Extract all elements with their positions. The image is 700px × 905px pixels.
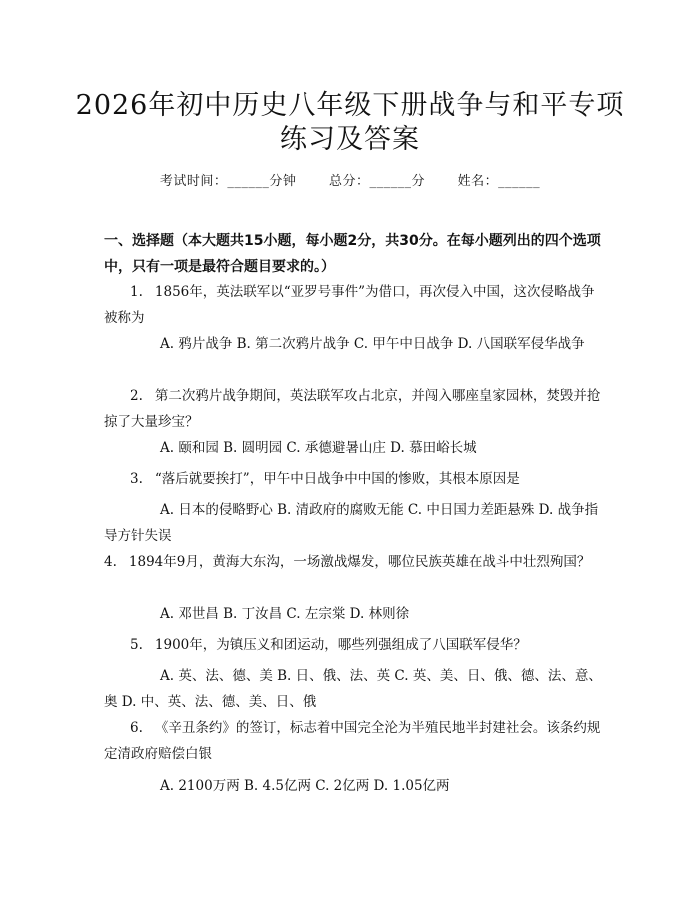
- question-2-options: [104, 435, 604, 461]
- question-number: 2.: [130, 388, 143, 404]
- question-number: 1.: [130, 284, 143, 300]
- question-3-options: [104, 497, 604, 549]
- question-number: 6.: [130, 720, 143, 736]
- question-number: 5.: [130, 637, 143, 653]
- document-title-line1: 2026年初中历史八年级下册战争与和平专项: [75, 90, 625, 121]
- options-text: A. 2100万两 B. 4.5亿两 C. 2亿两 D. 1.05亿两: [160, 778, 450, 794]
- question-text: 第二次鸦片战争期间，英法联军攻占北京，并闯入哪座皇家园林，焚毁并抢掠了大量珍宝？: [104, 388, 601, 430]
- question-4-options: [104, 601, 604, 627]
- options-text: A. 日本的侵略野心 B. 清政府的腐败无能 C. 中日国力差距悬殊 D. 战争指导方针失误: [104, 502, 599, 544]
- question-text: 1894年9月，黄海大东沟，一场激战爆发，哪位民族英雄在战斗中壮烈殉国？: [128, 554, 591, 570]
- question-number: 3.: [130, 471, 143, 487]
- question-text: 《辛丑条约》的签订，标志着中国完全沦为半殖民地半封建社会。该条约规定清政府赔偿白银: [104, 720, 601, 762]
- options-text: A. 颐和园 B. 圆明园 C. 承德避暑山庄 D. 慕田峪长城: [160, 440, 477, 456]
- question-1-options: [104, 331, 604, 357]
- document-title-line2: 练习及答案: [280, 124, 420, 155]
- question-5-options: [104, 663, 604, 715]
- question-6: [104, 715, 604, 767]
- question-text: 1900年，为镇压义和团运动，哪些列强组成了八国联军侵华？: [154, 637, 527, 653]
- question-5: [104, 632, 604, 658]
- question-text: “落后就要挨打”，甲午中日战争中中国的惨败，其根本原因是: [154, 471, 520, 487]
- exam-time: 考试时间：______分钟: [159, 174, 297, 189]
- question-3: [104, 466, 604, 492]
- options-text: A. 英、法、德、美 B. 日、俄、法、英 C. 英、美、日、俄、德、法、意、奥 D. 中、英、法、德、美、日、俄: [104, 668, 602, 710]
- question-6-options: [104, 773, 604, 799]
- exam-name: 姓名：______: [457, 174, 541, 189]
- options-text: A. 鸦片战争 B. 第二次鸦片战争 C. 甲午中日战争 D. 八国联军侵华战争: [160, 336, 585, 352]
- exam-meta: [0, 170, 700, 189]
- section-heading: 一、选择题（本大题共15小题，每小题2分，共30分。在每小题列出的四个选项中，只有一项是最符合题目要求的。）: [104, 233, 601, 275]
- question-number: 4.: [104, 554, 117, 570]
- question-2: [104, 383, 604, 435]
- question-text: 1856年，英法联军以“亚罗号事件”为借口，再次侵入中国，这次侵略战争被称为: [104, 284, 595, 326]
- question-4: [104, 549, 604, 575]
- question-1: [104, 279, 604, 331]
- exam-score: 总分：______分: [328, 174, 425, 189]
- options-text: A. 邓世昌 B. 丁汝昌 C. 左宗棠 D. 林则徐: [160, 606, 410, 622]
